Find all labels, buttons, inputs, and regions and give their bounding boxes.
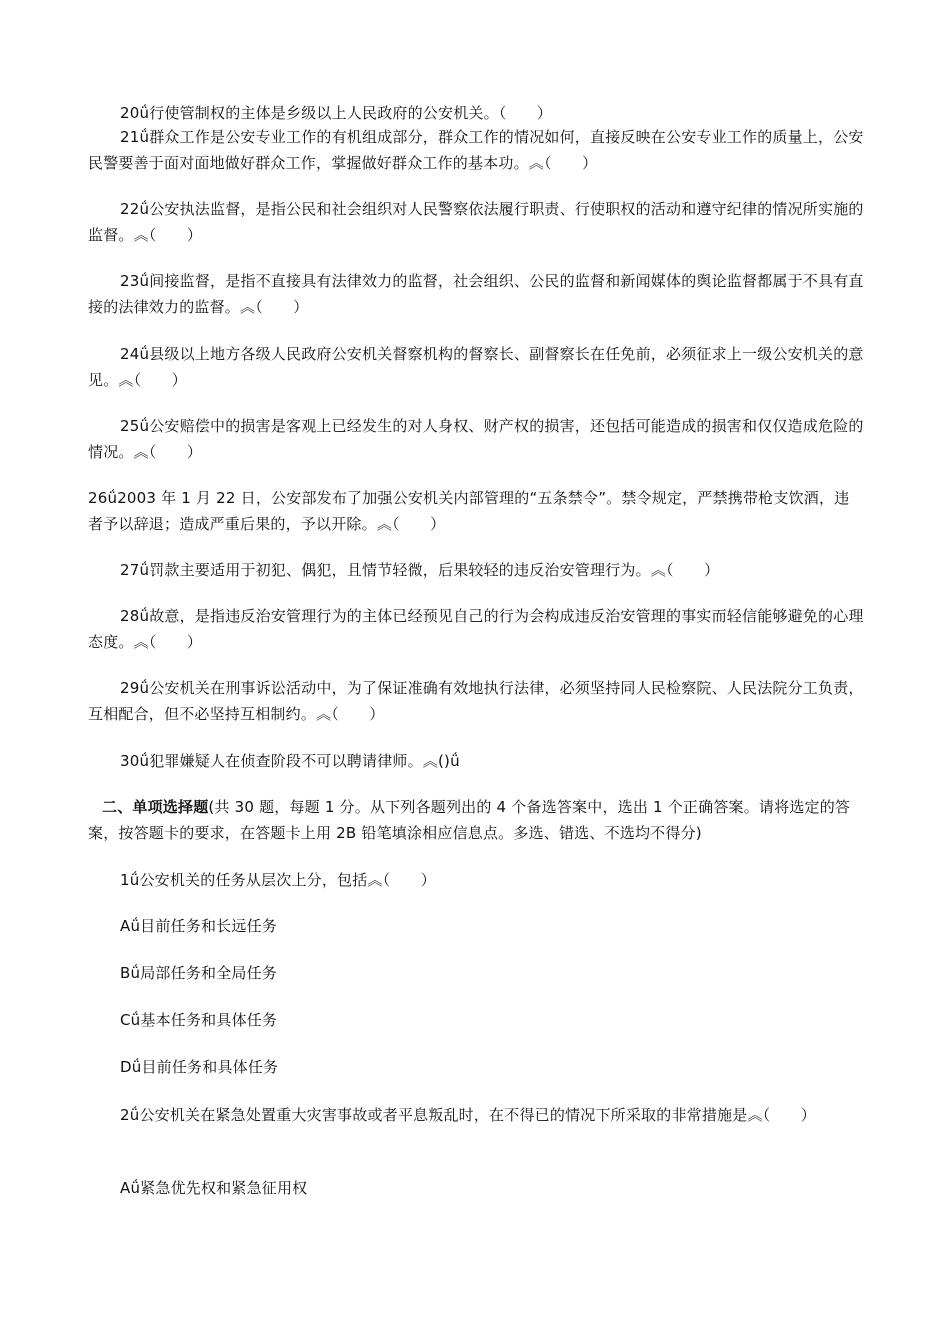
mc-1-option-d: Dǘ目前任务和具体任务 — [120, 1058, 279, 1076]
question-27: 27ǘ罚款主要适用于初犯、偶犯，且情节轻微，后果较轻的违反治安管理行为。︽（ ） — [120, 561, 720, 579]
mc-1-option-c: Cǘ基本任务和具体任务 — [120, 1011, 278, 1029]
question-26: 26ǘ2003 年 1 月 22 日，公安部发布了加强公安机关内部管理的“五条禁令”。禁令规定，严禁携带枪支饮酒，违者予以辞退；造成严重后果的，予以开除。︽（ ） — [88, 489, 850, 533]
section-2-intro — [88, 794, 864, 846]
mc-1-option-a: Aǘ目前任务和长远任务 — [120, 917, 277, 935]
question-24: 24ǘ县级以上地方各级人民政府公安机关督察机构的督察长、副督察长在任免前，必须征求上一级公安机关的意见。︽（ ） — [88, 345, 864, 389]
question-22: 22ǘ公安执法监督，是指公民和社会组织对人民警察依法履行职责、行使职权的活动和遵守纪律的情况所实施的监督。︽（ ） — [88, 200, 864, 244]
question-23: 23ǘ间接监督，是指不直接具有法律效力的监督，社会组织、公民的监督和新闻媒体的舆论监督都属于不具有直接的法律效力的监督。︽（ ） — [88, 272, 864, 316]
mc-2-option-a: Aǘ紧急优先权和紧急征用权 — [120, 1179, 308, 1197]
question-28: 28ǘ故意，是指违反治安管理行为的主体已经预见自己的行为会构成违反治安管理的事实而轻信能够避免的心理态度。︽（ ） — [88, 607, 864, 651]
question-25: 25ǘ公安赔偿中的损害是客观上已经发生的对人身权、财产权的损害，还包括可能造成的损害和仅仅造成危险的情况。︽（ ） — [88, 417, 864, 461]
mc-question-1: 1ǘ公安机关的任务从层次上分，包括︽（ ） — [120, 871, 436, 889]
section-2-heading: 二、单项选择题 — [102, 798, 209, 816]
mc-question-2: 2ǘ公安机关在紧急处置重大灾害事故或者平息叛乱时，在不得已的情况下所采取的非常措施是︽（ ） — [120, 1106, 816, 1124]
question-30: 30ǘ犯罪嫌疑人在侦查阶段不可以聘请律师。︽()ǘ — [120, 752, 460, 770]
question-21: 21ǘ群众工作是公安专业工作的有机组成部分，群众工作的情况如何，直接反映在公安专业工作的质量上，公安民警要善于面对面地做好群众工作，掌握做好群众工作的基本功。︽（ ） — [88, 128, 864, 172]
mc-1-option-b: Bǘ局部任务和全局任务 — [120, 964, 277, 982]
section-2-instructions: (共 30 题，每题 1 分。从下列各题列出的 4 个备选答案中，选出 1 个正确答案。请将选定的答案，按答题卡的要求，在答题卡上用 2B 铅笔填涂相应信息点。多选、错选、不选均不得分) — [88, 798, 851, 842]
question-29: 29ǘ公安机关在刑事诉讼活动中，为了保证准确有效地执行法律，必须坚持同人民检察院、人民法院分工负责，互相配合，但不必坚持互相制约。︽（ ） — [88, 679, 864, 723]
question-20: 20ǘ行使管制权的主体是乡级以上人民政府的公安机关。（ ） — [120, 104, 553, 122]
